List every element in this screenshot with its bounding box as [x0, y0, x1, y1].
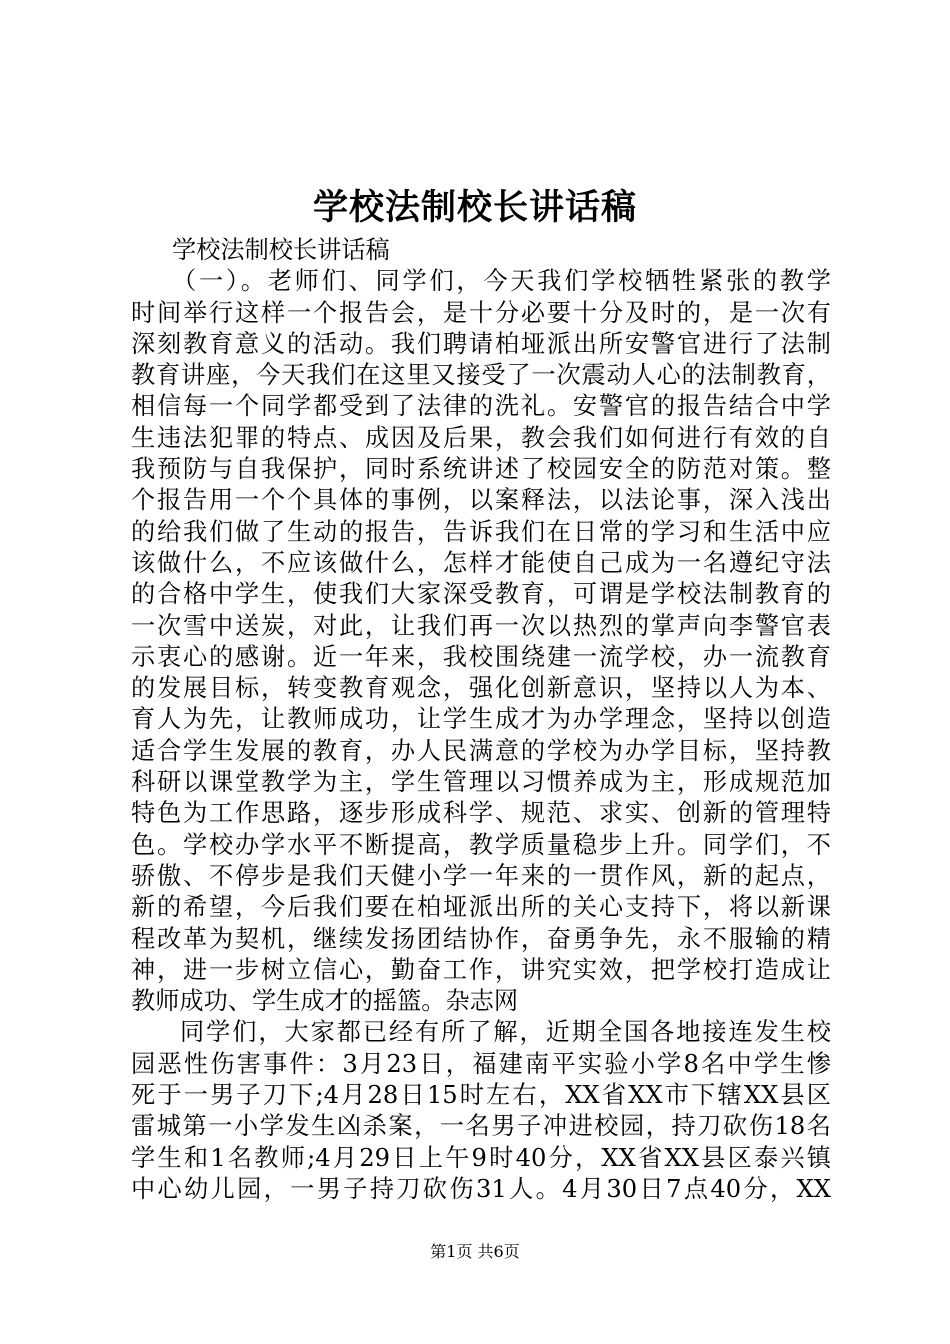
paragraph-line: 的发展目标，转变教育观念，强化创新意识，坚持以人为本、	[131, 674, 831, 703]
paragraph-line: 适合学生发展的教育，办人民满意的学校为办学目标，坚持教	[131, 736, 831, 765]
paragraph-line: 个报告用一个个具体的事例，以案释法，以法论事，深入浅出	[131, 486, 831, 515]
paragraph-line: 时间举行这样一个报告会，是十分必要十分及时的，是一次有	[131, 298, 831, 327]
paragraph-line: 学生和1名教师;4月29日上午9时40分，XX省XX县区泰兴镇	[131, 1143, 831, 1172]
paragraph-line: 同学们，大家都已经有所了解，近期全国各地接连发生校	[180, 1018, 831, 1047]
paragraph-line: 教师成功、学生成才的摇篮。杂志网	[131, 987, 519, 1016]
paragraph-line: 骄傲、不停步是我们天健小学一年来的一贯作风，新的起点，	[131, 861, 831, 890]
paragraph-line: 雷城第一小学发生凶杀案，一名男子冲进校园，持刀砍伤18名	[131, 1112, 831, 1141]
paragraph-line: 生违法犯罪的特点、成因及后果，教会我们如何进行有效的自	[131, 423, 831, 452]
paragraph-line: 教育讲座，今天我们在这里又接受了一次震动人心的法制教育，	[131, 361, 831, 390]
paragraph-line: 相信每一个同学都受到了法律的洗礼。安警官的报告结合中学	[131, 392, 831, 421]
paragraph-line: 一次雪中送炭，对此，让我们再一次以热烈的掌声向李警官表	[131, 611, 831, 640]
paragraph-line: 该做什么，不应该做什么，怎样才能使自己成为一名遵纪守法	[131, 548, 831, 577]
paragraph-line: 神，进一步树立信心，勤奋工作，讲究实效，把学校打造成让	[131, 955, 831, 984]
page-number: 第1页 共6页	[430, 1242, 520, 1261]
paragraph-line: 育人为先，让教师成功，让学生成才为办学理念，坚持以创造	[131, 705, 831, 734]
paragraph-line: 深刻教育意义的活动。我们聘请柏垭派出所安警官进行了法制	[131, 329, 831, 358]
document-body	[131, 235, 831, 1205]
paragraph-line: 中心幼儿园，一男子持刀砍伤31人。4月30日7点40分，XX	[131, 1174, 831, 1203]
subtitle-line: 学校法制校长讲话稿	[172, 236, 390, 264]
document-title: 学校法制校长讲话稿	[312, 187, 637, 228]
paragraph-line: 示衷心的感谢。近一年来，我校围绕建一流学校，办一流教育	[131, 642, 831, 671]
paragraph-line: 色。学校办学水平不断提高，教学质量稳步上升。同学们，不	[131, 830, 831, 859]
paragraph-line: 死于一男子刀下;4月28日15时左右，XX省XX市下辖XX县区	[131, 1081, 831, 1110]
paragraph-line: 科研以课堂教学为主，学生管理以习惯养成为主，形成规范加	[131, 768, 831, 797]
paragraph-line: （一）。老师们、同学们，今天我们学校牺牲紧张的教学	[172, 267, 831, 296]
paragraph-line: 新的希望，今后我们要在柏垭派出所的关心支持下，将以新课	[131, 893, 831, 922]
paragraph-line: 的合格中学生，使我们大家深受教育，可谓是学校法制教育的	[131, 580, 831, 609]
paragraph-line: 特色为工作思路，逐步形成科学、规范、求实、创新的管理特	[131, 799, 831, 828]
paragraph-line: 园恶性伤害事件：3月23日，福建南平实验小学8名中学生惨	[131, 1049, 831, 1078]
paragraph-line: 的给我们做了生动的报告，告诉我们在日常的学习和生活中应	[131, 517, 831, 546]
paragraph-line: 我预防与自我保护，同时系统讲述了校园安全的防范对策。整	[131, 455, 831, 484]
paragraph-line: 程改革为契机，继续发扬团结协作，奋勇争先，永不服输的精	[131, 924, 831, 953]
